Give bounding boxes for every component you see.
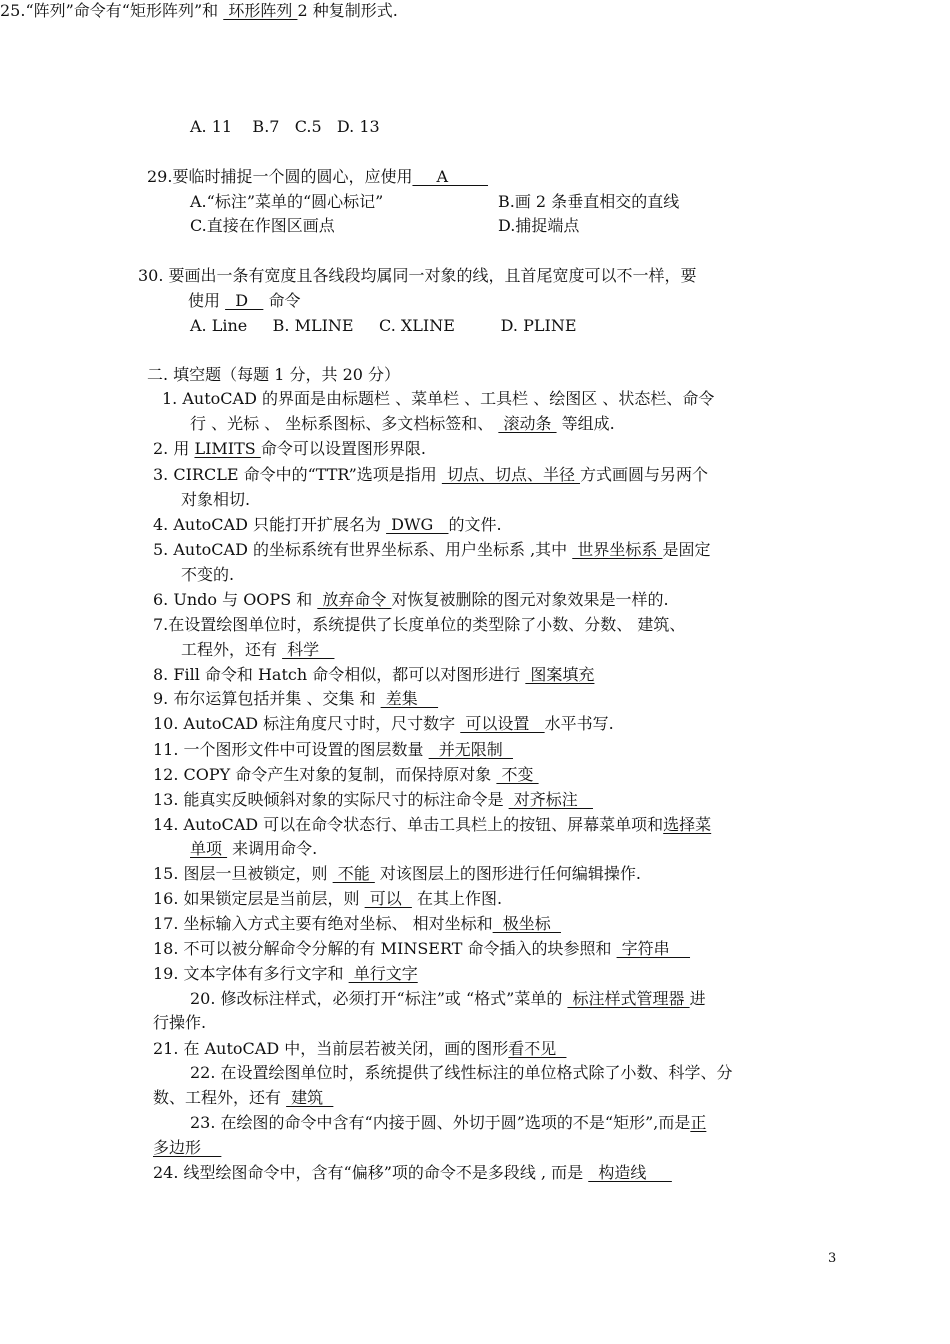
line-text: 对象相切. xyxy=(181,490,251,509)
line-text: 20. 修改标注样式，必须打开“标注”或 “格式”菜单的 xyxy=(190,989,568,1008)
answer-blank: 不变 xyxy=(496,765,539,784)
line-text: 11. 一个图形文件中可设置的图层数量 xyxy=(153,740,429,759)
answer-blank: 选择菜 xyxy=(663,815,712,834)
answer-blank: LIMITS xyxy=(194,439,261,458)
fill-in-line xyxy=(153,814,711,836)
answer-blank: 可以 xyxy=(364,889,412,908)
line-text: 19. 文本字体有多行文字和 xyxy=(153,964,349,983)
fill-in-line xyxy=(153,664,594,686)
fill-in-line xyxy=(153,1038,566,1060)
line-text: 16. 如果锁定层是当前层，则 xyxy=(153,889,365,908)
line-text: 不变的. xyxy=(181,565,235,584)
answer-blank: 图案填充 xyxy=(525,665,595,684)
line-text: 6. Undo 与 OOPS 和 xyxy=(153,590,318,609)
fill-in-line xyxy=(153,888,502,910)
fill-in-line xyxy=(153,464,708,486)
line-text: 8. Fill 命令和 Hatch 命令相似，都可以对图形进行 xyxy=(153,665,526,684)
fill-in-line xyxy=(153,438,426,460)
fill-in-line xyxy=(190,1062,733,1084)
q29-option-d: D.捕捉端点 xyxy=(498,216,580,235)
q29-text: 29.要临时捕捉一个圆的圆心，应使用 xyxy=(147,167,413,186)
fill-in-line xyxy=(181,564,234,586)
line-text: 行操作. xyxy=(153,1013,207,1032)
line-text: 在其上作图. xyxy=(411,889,503,908)
fill-in-line xyxy=(153,688,438,710)
answer-blank: 放弃命令 xyxy=(317,590,392,609)
fill-in-line xyxy=(153,713,614,735)
fill-in-line xyxy=(181,489,250,511)
line-text: 进 xyxy=(689,989,706,1008)
line-text: 25.“阵列”命令有“矩形阵列”和 xyxy=(0,1,224,20)
page-number: 3 xyxy=(828,1251,837,1266)
line-text: 行 、光标 、 坐标系图标、多文档标签和、 xyxy=(190,414,499,433)
fill-in-line xyxy=(153,963,418,985)
line-text: 来调用命令. xyxy=(227,839,318,858)
line-text: 14. AutoCAD 可以在命令状态行、单击工具栏上的按钮、屏幕菜单项和 xyxy=(153,815,664,834)
fill-in-line xyxy=(190,988,706,1010)
fill-in-line xyxy=(0,0,398,22)
line-text: 对恢复被删除的图元对象效果是一样的. xyxy=(391,590,669,609)
line-text: 15. 图层一旦被锁定，则 xyxy=(153,864,333,883)
answer-blank: 极坐标 xyxy=(492,914,561,933)
section-title: 二. 填空题（每题 1 分，共 20 分） xyxy=(147,365,401,384)
q28-options: A. 11 B.7 C.5 D. 13 xyxy=(190,117,380,136)
fill-in-line xyxy=(153,589,669,611)
answer-blank: 构造线 xyxy=(588,1163,672,1182)
line-text: 等组成. xyxy=(556,414,615,433)
line-text: 7.在设置绘图单位时，系统提供了长度单位的类型除了小数、分数、 建筑、 xyxy=(153,615,686,634)
answer-blank: 多边形 xyxy=(153,1138,222,1157)
line-text: 22. 在设置绘图单位时，系统提供了线性标注的单位格式除了小数、科学、分 xyxy=(190,1063,733,1082)
answer-blank: 字符串 xyxy=(616,939,691,958)
answer-blank: 看不见 xyxy=(508,1039,567,1058)
line-text: 方式画圆与另两个 xyxy=(580,465,709,484)
fill-in-line xyxy=(153,1137,221,1159)
fill-in-line xyxy=(153,1162,672,1184)
fill-in-line xyxy=(153,539,710,561)
q29-stem xyxy=(147,166,488,188)
answer-blank: 单项 xyxy=(190,839,228,858)
q29-option-c: C.直接在作图区画点 xyxy=(190,216,335,235)
line-text: 5. AutoCAD 的坐标系统有世界坐标系、用户坐标系 ,其中 xyxy=(153,540,573,559)
q30-answer: D xyxy=(225,291,264,310)
answer-blank: 对齐标注 xyxy=(508,790,593,809)
line-text: 水平书写. xyxy=(544,714,614,733)
q29-answer: ___A_____ xyxy=(412,167,489,186)
fill-in-line xyxy=(153,1087,333,1109)
line-text: 2. 用 xyxy=(153,439,195,458)
fill-in-line xyxy=(190,1112,706,1134)
answer-blank: 可以设置 xyxy=(460,714,545,733)
line-text: 23. 在绘图的命令中含有“内接于圆、外切于圆”选项的不是“矩形”,而是 xyxy=(190,1113,691,1132)
line-text: 13. 能真实反映倾斜对象的实际尺寸的标注命令是 xyxy=(153,790,509,809)
answer-blank: 差集 xyxy=(380,689,439,708)
answer-blank: 世界坐标系 xyxy=(572,540,663,559)
fill-in-line xyxy=(181,639,334,661)
line-text: 10. AutoCAD 标注角度尺寸时，尺寸数字 xyxy=(153,714,461,733)
answer-blank: 建筑 xyxy=(286,1088,334,1107)
q30-options: A. Line B. MLINE C. XLINE D. PLINE xyxy=(190,316,577,335)
answer-blank: 标注样式管理器 xyxy=(567,989,690,1008)
q29-option-b: B.画 2 条垂直相交的直线 xyxy=(498,192,680,211)
answer-blank: 并无限制 xyxy=(428,740,513,759)
answer-blank: 科学 xyxy=(282,640,335,659)
fill-in-line xyxy=(153,1012,206,1034)
fill-in-line xyxy=(162,388,714,410)
fill-in-line xyxy=(153,764,539,786)
line-text: 9. 布尔运算包括并集 、交集 和 xyxy=(153,689,381,708)
line-text: 17. 坐标输入方式主要有绝对坐标、 相对坐标和 xyxy=(153,914,493,933)
answer-blank: 滚动条 xyxy=(498,414,557,433)
line-text: 24. 线型绘图命令中，含有“偏移”项的命令不是多段线 , 而是 xyxy=(153,1163,589,1182)
q30-suffix: 命令 xyxy=(263,291,301,310)
fill-in-line xyxy=(153,514,502,536)
line-text: 3. CIRCLE 命令中的“TTR”选项是指用 xyxy=(153,465,442,484)
line-text: 1. AutoCAD 的界面是由标题栏 、菜单栏 、工具栏 、绘图区 、状态栏、命令 xyxy=(162,389,715,408)
fill-in-line xyxy=(153,938,690,960)
line-text: 2 种复制形式. xyxy=(297,1,398,20)
fill-in-line xyxy=(153,863,641,885)
answer-blank: 单行文字 xyxy=(348,964,418,983)
line-text: 工程外，还有 xyxy=(181,640,283,659)
fill-in-line xyxy=(190,838,317,860)
answer-blank: 切点、切点、半径 xyxy=(441,465,581,484)
fill-in-line xyxy=(153,614,685,636)
line-text: 18. 不可以被分解命令分解的有 MINSERT 命令插入的块参照和 xyxy=(153,939,617,958)
answer-blank: DWG xyxy=(386,515,449,534)
fill-in-line xyxy=(153,789,593,811)
answer-blank: 不能 xyxy=(332,864,375,883)
fill-in-line xyxy=(153,739,513,761)
line-text: 对该图层上的图形进行任何编辑操作. xyxy=(374,864,641,883)
q30-prefix: 使用 xyxy=(188,291,226,310)
fill-in-line xyxy=(153,913,561,935)
line-text: 4. AutoCAD 只能打开扩展名为 xyxy=(153,515,387,534)
answer-blank: 正 xyxy=(690,1113,707,1132)
q30-line1: 30. 要画出一条有宽度且各线段均属同一对象的线，且首尾宽度可以不一样，要 xyxy=(138,266,697,285)
line-text: 是固定 xyxy=(662,540,711,559)
fill-in-line xyxy=(190,413,615,435)
q29-option-a: A.“标注”菜单的“圆心标记” xyxy=(190,192,384,211)
line-text: 21. 在 AutoCAD 中，当前层若被关闭，画的图形 xyxy=(153,1039,509,1058)
line-text: 命令可以设置图形界限. xyxy=(260,439,426,458)
line-text: 12. COPY 命令产生对象的复制，而保持原对象 xyxy=(153,765,497,784)
line-text: 数、工程外，还有 xyxy=(153,1088,287,1107)
answer-blank: 环形阵列 xyxy=(223,1,298,20)
q30-line2 xyxy=(188,290,300,312)
line-text: 的文件. xyxy=(448,515,502,534)
